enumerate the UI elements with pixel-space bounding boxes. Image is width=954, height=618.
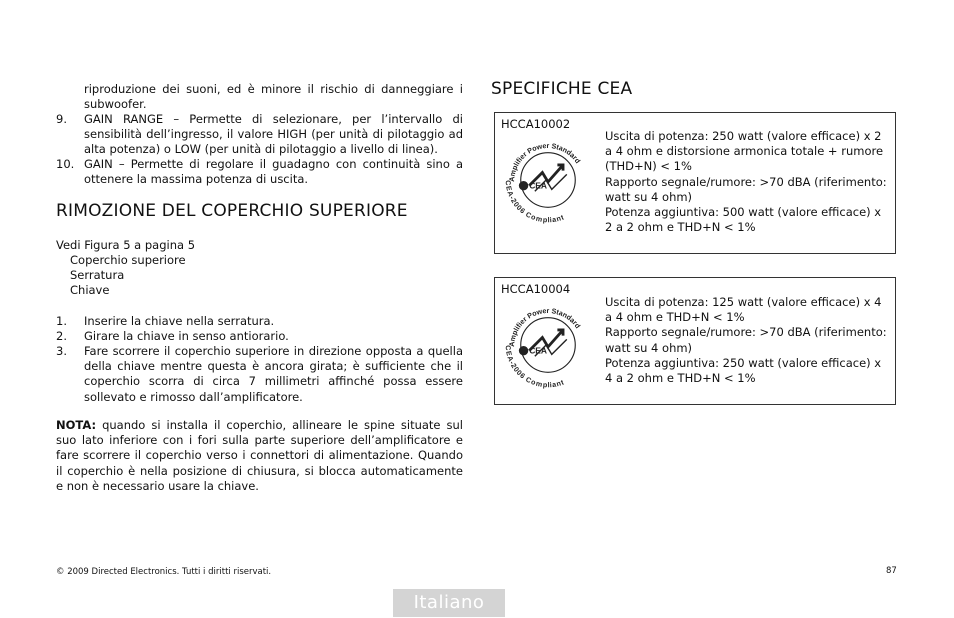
seal-bottom-text: CEA-2006 Compliant [503, 179, 565, 225]
seal-brand: CEA [529, 345, 548, 356]
step-item [56, 329, 463, 344]
section-heading-cover: RIMOZIONE DEL COPERCHIO SUPERIORE [56, 201, 408, 221]
list-item-text: GAIN – Permette di regolare il guadagno con continuità sino a ottenere la massima potenza di uscita. [84, 157, 463, 187]
spec-box-hcca10002 [494, 112, 896, 254]
step-number: 1. [56, 314, 67, 328]
list-item-text: GAIN RANGE – Permette di selezionare, per l’intervallo di sensibilità dell’ingresso, il valore HIGH (per unità di pilotaggio ad alta potenza) o LOW (per unità di pilotaggio a livello di linea). [84, 112, 463, 157]
step-text: Girare la chiave in senso antiorario. [84, 329, 289, 343]
see-figure: Vedi Figura 5 a pagina 5 [56, 238, 196, 252]
seal-top-text: Amplifier Power Standard [508, 307, 582, 348]
spec-lines [605, 129, 893, 235]
spec-line: 4 a 2 ohm e THD+N < 1% [605, 371, 756, 386]
list-item [56, 112, 463, 158]
step-number: 2. [56, 329, 67, 343]
seal-bottom-text: CEA-2006 Compliant [503, 344, 565, 390]
part-item: Coperchio superiore [70, 253, 186, 267]
note-label: NOTA: [56, 418, 97, 432]
part-item: Chiave [70, 283, 110, 298]
controls-list [56, 112, 463, 188]
list-item-number: 10. [56, 157, 75, 171]
step-number: 3. [56, 344, 67, 358]
cea-compliance-seal [501, 298, 595, 392]
spec-lines [605, 295, 893, 386]
page-number: 87 [886, 566, 897, 576]
note-paragraph [56, 418, 463, 494]
seal-top-text: Amplifier Power Standard [508, 142, 582, 183]
list-item-number: 9. [56, 112, 67, 126]
step-text: Inserire la chiave nella serratura. [84, 314, 275, 328]
step-item [56, 314, 463, 329]
spec-line: Rapporto segnale/rumore: >70 dBA (riferimento: [605, 174, 887, 189]
intro-paragraph [84, 82, 463, 112]
intro-text: riproduzione dei suoni, ed è minore il rischio di danneggiare i subwoofer. [84, 82, 463, 112]
note-text: quando si installa il coperchio, allineare le spine situate sul suo lato inferiore con i fori sulla parte superiore dell’amplificatore e fare scorrere il coperchio verso i connettori di alimentazione. Quando il coperchio è nella posizione di chiusura, si blocca automaticamente e non è necessario usare la chiave. [56, 418, 463, 493]
spec-line: watt su 4 ohm) [605, 340, 693, 355]
step-text: Fare scorrere il coperchio superiore in direzione opposta a quella della chiave mentre questa è ancora girata; è sufficiente che il coperchio scorra di circa 7 millimetri affinché possa essere sollevato e rimosso dall’amplificatore. [84, 344, 463, 404]
spec-line: Uscita di potenza: 125 watt (valore efficace) x 4 [605, 295, 882, 309]
spec-line: a 4 ohm e THD+N < 1% [605, 310, 745, 325]
seal-brand: CEA [529, 180, 548, 191]
steps-list [56, 314, 463, 404]
cea-compliance-seal [501, 133, 595, 227]
spec-line: Potenza aggiuntiva: 500 watt (valore efficace) x [605, 205, 882, 220]
spec-line: Potenza aggiuntiva: 250 watt (valore efficace) x [605, 355, 882, 370]
step-item [56, 344, 463, 405]
list-item [56, 157, 463, 187]
spec-line: a 4 ohm e distorsione armonica totale + rumore [605, 144, 884, 159]
spec-line: watt su 4 ohm) [605, 189, 693, 204]
spec-line: (THD+N) < 1% [605, 159, 692, 174]
spec-line: Rapporto segnale/rumore: >70 dBA (riferimento: [605, 325, 887, 340]
parts-list [70, 253, 186, 299]
spec-model: HCCA10004 [501, 282, 571, 296]
part-item: Serratura [70, 268, 125, 283]
footer-copyright: © 2009 Directed Electronics. Tutti i diritti riservati. [56, 567, 272, 577]
spec-line: 2 a 2 ohm e THD+N < 1% [605, 220, 756, 235]
section-heading-specs: SPECIFICHE CEA [491, 79, 633, 99]
spec-box-hcca10004 [494, 277, 896, 405]
spec-line: Uscita di potenza: 250 watt (valore efficace) x 2 [605, 129, 882, 143]
spec-model: HCCA10002 [501, 117, 571, 131]
language-tab: Italiano [393, 589, 505, 617]
